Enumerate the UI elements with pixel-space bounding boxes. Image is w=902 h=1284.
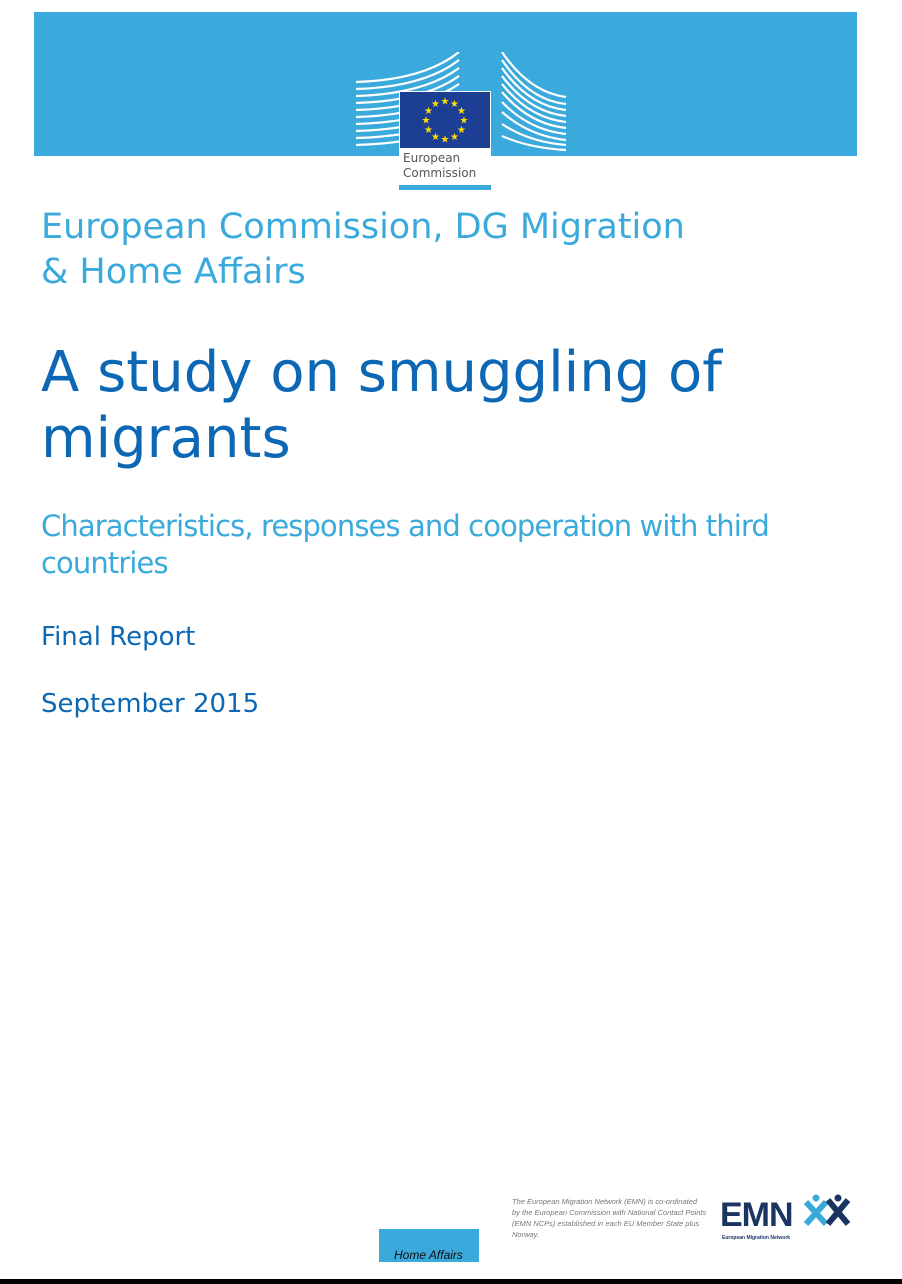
star-icon: ★ <box>440 96 450 108</box>
organisation-name: European Commission, DG Migration & Home Affairs <box>41 207 685 292</box>
star-icon: ★ <box>459 115 469 127</box>
report-type: Final Report <box>41 622 196 652</box>
report-date: September 2015 <box>41 689 260 719</box>
emn-logo: EMN European Migration Network <box>720 1192 855 1244</box>
star-icon: ★ <box>421 115 431 127</box>
star-icon: ★ <box>456 125 466 136</box>
star-icon: ★ <box>450 99 459 111</box>
star-icon: ★ <box>450 131 459 143</box>
european-commission-logo <box>399 91 491 190</box>
home-affairs-label: Home Affairs <box>379 1229 479 1262</box>
logo-bar <box>399 185 491 190</box>
report-title: A study on smuggling of migrants <box>41 340 723 471</box>
star-icon: ★ <box>440 134 450 146</box>
star-icon: ★ <box>424 106 434 117</box>
star-icon: ★ <box>431 131 440 143</box>
star-icon: ★ <box>456 106 466 117</box>
star-icon: ★ <box>431 99 440 111</box>
emn-people-icon <box>802 1194 854 1230</box>
report-subtitle: Characteristics, responses and cooperation with third countries <box>41 509 769 580</box>
emn-note: The European Migration Network (EMN) is co-ordinated by the European Commission with National Contact Points (EMN NCPs) established in each EU Member State plus Norway. <box>512 1197 707 1239</box>
star-icon: ★ <box>424 125 434 136</box>
bottom-rule <box>0 1279 902 1284</box>
eu-flag-icon <box>400 92 490 148</box>
logo-text: European Commission <box>403 151 477 180</box>
